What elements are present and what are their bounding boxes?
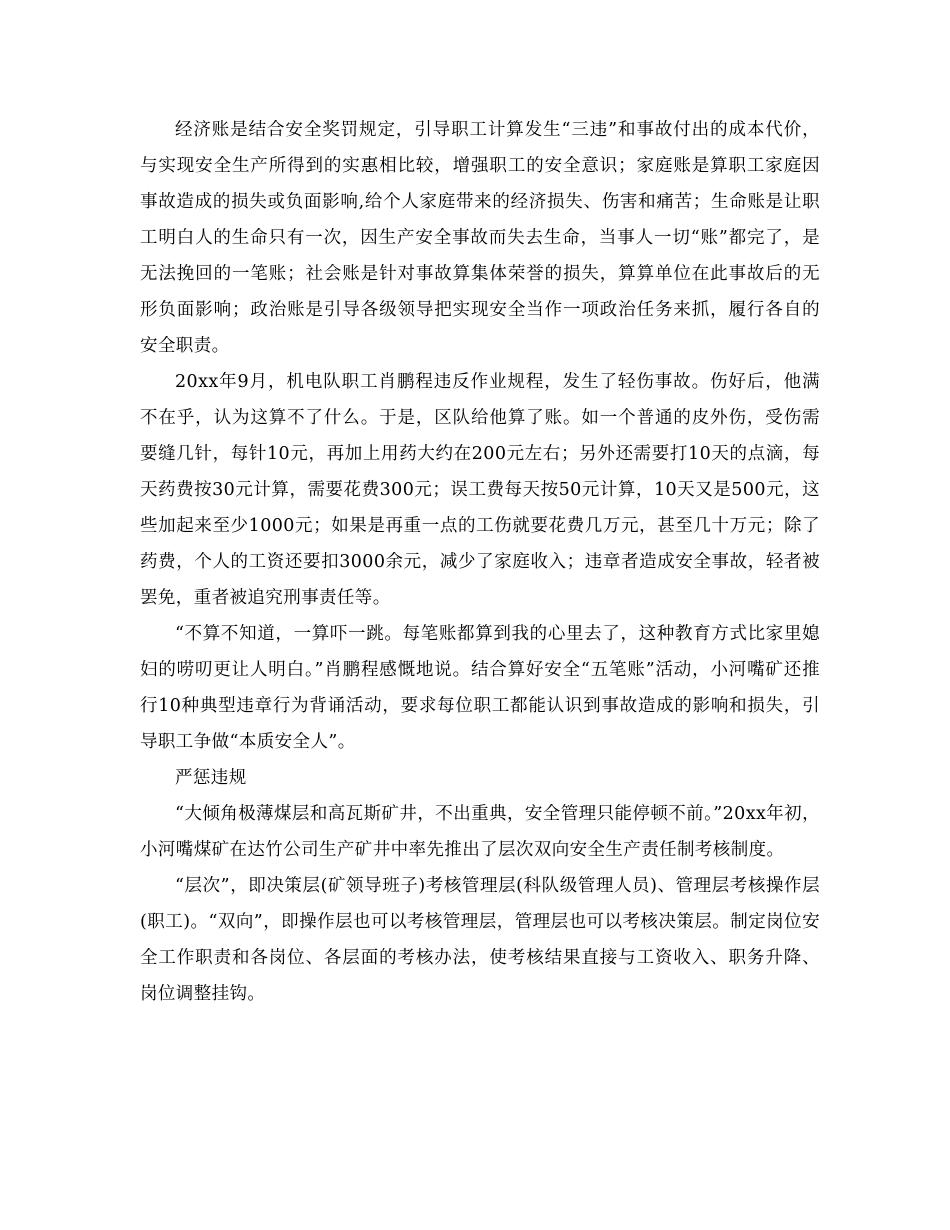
paragraph-two-way-assessment: “层次”，即决策层(矿领导班子)考核管理层(科队级管理人员)、管理层考核操作层(职工)。“双向”，即操作层也可以考核管理层，管理层也可以考核决策层。制定岗位安全工作职责和各岗位、各层面的考核办法，使考核结果直接与工资收入、职务升降、岗位调整挂钩。	[140, 876, 820, 1004]
paragraph-economic-accounts: 经济账是结合安全奖罚规定，引导职工计算发生“三违”和事故付出的成本代价，与实现安全生产所得到的实惠相比较，增强职工的安全意识；家庭账是算职工家庭因事故造成的损失或负面影响,给个人家庭带来的经济损失、伤害和痛苦；生命账是让职工明白人的生命只有一次，因生产安全事故而失去生命，当事人一切“账”都完了，是无法挽回的一笔账；社会账是针对事故算集体荣誉的损失，算算单位在此事故后的无形负面影响；政治账是引导各级领导把实现安全当作一项政治任务来抓，履行各自的安全职责。	[140, 120, 820, 356]
paragraph-strict-punishment: “大倾角极薄煤层和高瓦斯矿井，不出重典，安全管理只能停顿不前。”20xx年初，小河嘴煤矿在达竹公司生产矿井中率先推出了层次双向安全生产责任制考核制度。	[140, 804, 820, 860]
body-text	[140, 112, 820, 1012]
paragraph-worker-quote: “不算不知道，一算吓一跳。每笔账都算到我的心里去了，这种教育方式比家里媳妇的唠叨更让人明白。”肖鹏程感慨地说。结合算好安全“五笔账”活动，小河嘴矿还推行10种典型违章行为背诵活动，要求每位职工都能认识到事故造成的影响和损失，引导职工争做“本质安全人”。	[140, 624, 820, 752]
paragraph-injury-case: 20xx年9月，机电队职工肖鹏程违反作业规程，发生了轻伤事故。伤好后，他满不在乎，认为这算不了什么。于是，区队给他算了账。如一个普通的皮外伤，受伤需要缝几针，每针10元，再加上用药大约在200元左右；另外还需要打10天的点滴，每天药费按30元计算，需要花费300元；误工费每天按50元计算，10天又是500元，这些加起来至少1000元；如果是再重一点的工伤就要花费几万元，甚至几十万元；除了药费，个人的工资还要扣3000余元，减少了家庭收入；违章者造成安全事故，轻者被罢免，重者被追究刑事责任等。	[140, 372, 820, 608]
section-heading: 严惩违规	[175, 768, 247, 788]
